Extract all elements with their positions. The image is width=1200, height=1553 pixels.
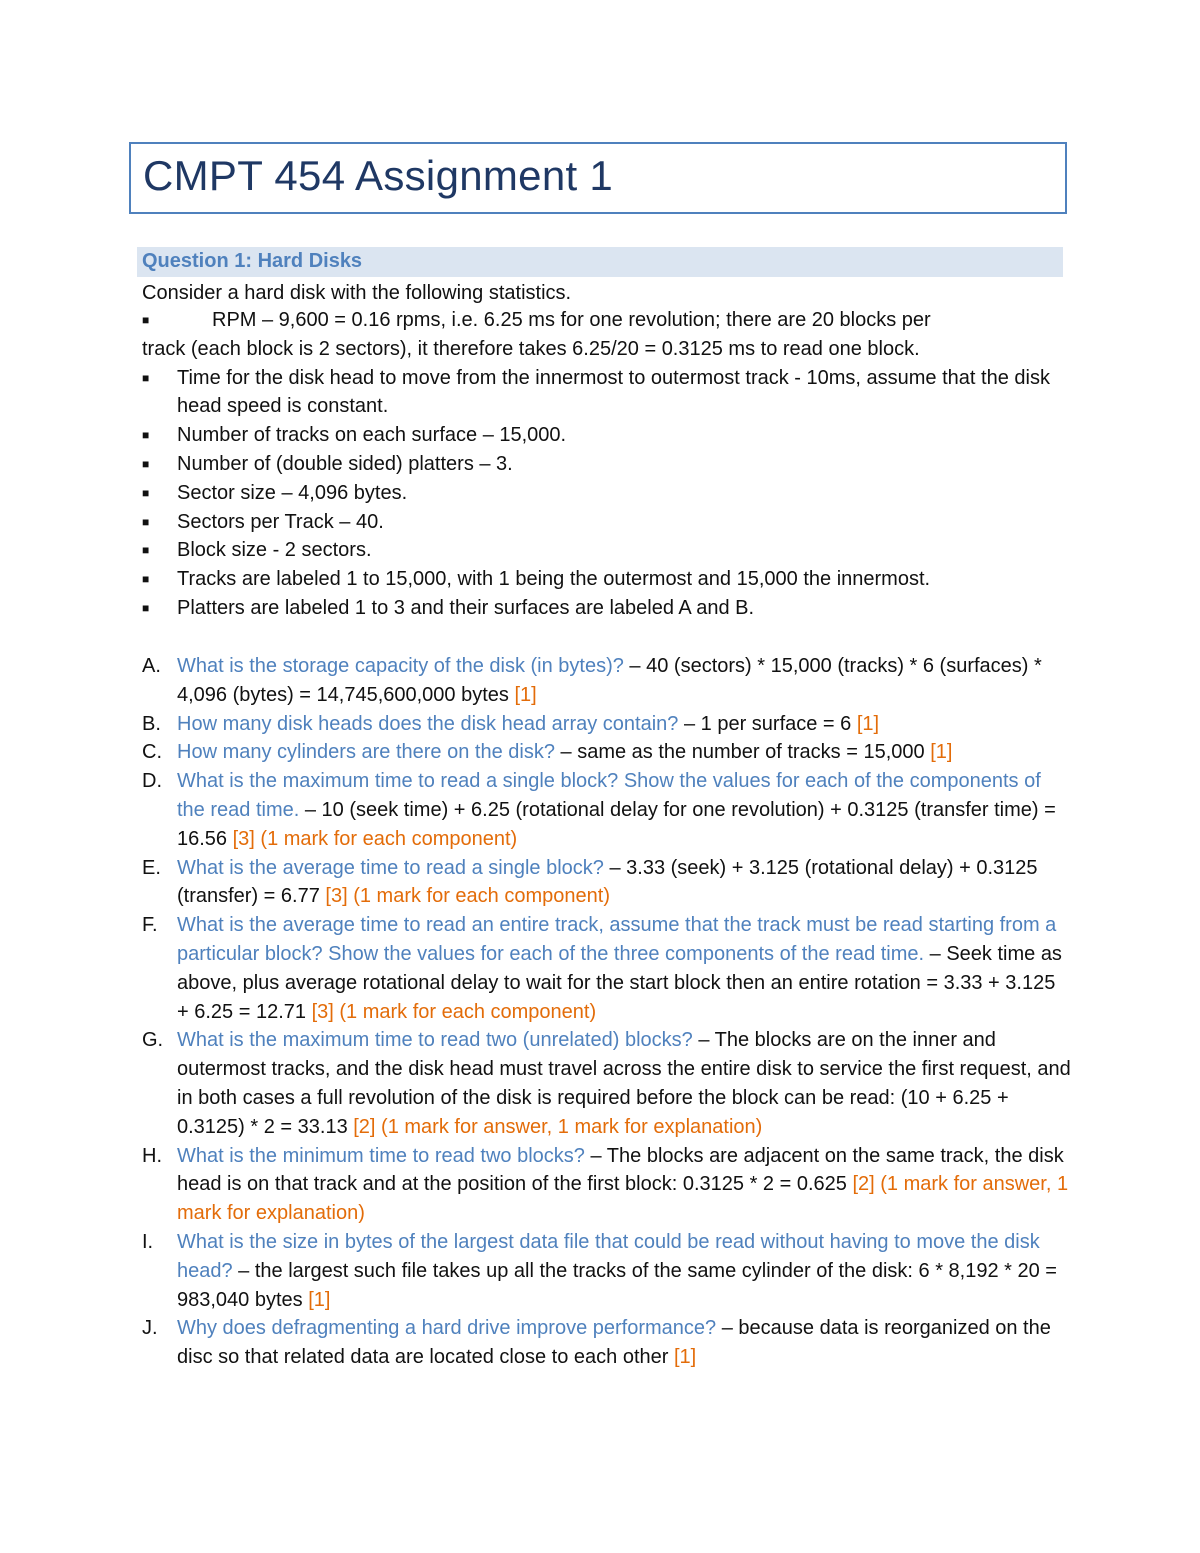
intro-text: Consider a hard disk with the following statistics. xyxy=(142,282,572,304)
stat-text: Sector size – 4,096 bytes. xyxy=(177,481,408,504)
answer-text: – 1 per surface = 6 xyxy=(678,712,857,735)
question-item xyxy=(142,854,1072,912)
bullet-icon: ■ xyxy=(142,485,150,500)
question-text: How many disk heads does the disk head array contain? xyxy=(177,712,679,735)
marks-text: [2] (1 mark for answer, 1 mark for explanation) xyxy=(177,1173,1069,1225)
question-item xyxy=(142,710,1072,739)
question-item xyxy=(142,1142,1072,1228)
question-letter: B. xyxy=(142,712,161,735)
marks-text: [3] (1 mark for each component) xyxy=(325,885,610,908)
marks-text: [1] xyxy=(673,1346,697,1369)
bullet-icon: ■ xyxy=(142,456,150,471)
answer-text: – same as the number of tracks = 15,000 xyxy=(554,741,931,764)
question-letter: D. xyxy=(142,770,162,793)
title-box xyxy=(129,142,1067,214)
question-letter: H. xyxy=(142,1144,162,1167)
question-letter: F. xyxy=(142,914,158,937)
marks-text: [1] xyxy=(514,683,537,706)
question-text: What is the storage capacity of the disk (in bytes)? xyxy=(177,655,624,677)
question-letter: A. xyxy=(142,655,161,677)
question-item xyxy=(142,652,1072,710)
question-letter: G. xyxy=(142,1029,164,1052)
stat-text: RPM – 9,600 = 0.16 rpms, i.e. 6.25 ms for one revolution; there are 20 blocks per xyxy=(212,309,931,331)
bullet-icon: ■ xyxy=(142,370,150,385)
stat-text: track (each block is 2 sectors), it therefore takes 6.25/20 = 0.3125 ms to read one block. xyxy=(142,337,920,360)
list-item xyxy=(142,479,1072,508)
marks-text: [1] xyxy=(930,741,953,764)
list-item xyxy=(142,508,1072,537)
answer-text: – 3.33 (seek) + 3.125 (rotational delay) + 0.3125 (transfer) = 6.77 xyxy=(177,856,1038,908)
question-text: What is the maximum time to read a single block? Show the values for each of the components of the read time. xyxy=(177,770,1041,821)
document-title: CMPT 454 Assignment 1 xyxy=(143,152,614,199)
marks-text: [3] (1 mark for each component) xyxy=(311,1000,597,1023)
marks-text: [1] xyxy=(856,712,880,735)
stat-text: Time for the disk head to move from the innermost to outermost track - 10ms, assume that the disk head speed is constant. xyxy=(177,366,1050,418)
stat-text: Number of (double sided) platters – 3. xyxy=(177,452,513,475)
question-heading: Question 1: Hard Disks xyxy=(137,247,1063,277)
bullet-icon: ■ xyxy=(142,600,150,615)
stat-text: Tracks are labeled 1 to 15,000, with 1 being the outermost and 15,000 the innermost. xyxy=(177,568,931,591)
answer-text: – 40 (sectors) * 15,000 (tracks) * 6 (surfaces) * 4,096 (bytes) = 14,745,600,000 bytes xyxy=(177,655,1042,706)
bullet-icon: ■ xyxy=(142,428,150,443)
question-letter: J. xyxy=(142,1317,158,1340)
question-text: Why does defragmenting a hard drive improve performance? xyxy=(177,1317,717,1340)
bullet-icon: ■ xyxy=(142,514,150,529)
list-item xyxy=(142,565,1072,594)
question-item xyxy=(142,911,1072,1026)
question-item xyxy=(142,767,1072,853)
question-item xyxy=(142,1026,1072,1141)
question-text: What is the maximum time to read two (unrelated) blocks? xyxy=(177,1029,693,1052)
stat-text: Platters are labeled 1 to 3 and their surfaces are labeled A and B. xyxy=(177,596,755,619)
question-text: What is the minimum time to read two blocks? xyxy=(177,1144,585,1167)
question-item xyxy=(142,738,1072,767)
questions-list xyxy=(142,652,1072,1372)
bullet-icon: ■ xyxy=(142,313,150,327)
answer-text: – The blocks are on the inner and outermost tracks, and the disk head must travel across the entire disk to service the first request, and in both cases a full revolution of the disk is required before the block can be read: (10 + 6.25 + 0.3125) * 2 = 33.13 xyxy=(177,1029,1071,1138)
answer-text: – the largest such file takes up all the tracks of the same cylinder of the disk: 6 * 8,192 * 20 = 983,040 bytes xyxy=(177,1259,1057,1311)
question-text: What is the size in bytes of the largest data file that could be read without having to move the disk head? xyxy=(177,1230,1040,1282)
stats-list xyxy=(142,306,1072,623)
marks-text: [2] (1 mark for answer, 1 mark for explanation) xyxy=(353,1115,763,1138)
stat-text: Block size - 2 sectors. xyxy=(177,539,372,562)
stat-text: Number of tracks on each surface – 15,000. xyxy=(177,424,567,447)
answer-text: – Seek time as above, plus average rotational delay to wait for the start block then an entire rotation = 3.33 + 3.125 + 6.25 = 12.71 xyxy=(177,942,1062,1023)
question-item xyxy=(142,1314,1072,1372)
question-item xyxy=(142,1228,1072,1314)
marks-text: [3] (1 mark for each component) xyxy=(232,827,518,850)
question-letter: E. xyxy=(142,856,161,879)
list-item xyxy=(142,421,1072,450)
list-item xyxy=(142,536,1072,565)
bullet-icon: ■ xyxy=(142,543,150,558)
question-text: How many cylinders are there on the disk? xyxy=(177,741,555,764)
question-text: What is the average time to read a single block? xyxy=(177,856,604,879)
list-item xyxy=(142,450,1072,479)
list-item xyxy=(142,306,1072,364)
question-letter: I. xyxy=(142,1230,154,1253)
answer-text: – The blocks are adjacent on the same track, the disk head is on that track and at the position of the first block: 0.3125 * 2 = 0.625 xyxy=(177,1144,1064,1196)
list-item xyxy=(142,594,1072,623)
marks-text: [1] xyxy=(308,1288,331,1311)
answer-text: – 10 (seek time) + 6.25 (rotational delay for one revolution) + 0.3125 (transfer time) = 16.56 xyxy=(177,798,1056,850)
list-item xyxy=(142,364,1072,422)
bullet-icon: ■ xyxy=(142,572,150,587)
question-letter: C. xyxy=(142,741,162,764)
answer-text: – because data is reorganized on the disc so that related data are located close to each other xyxy=(177,1317,1051,1369)
question-text: What is the average time to read an entire track, assume that the track must be read starting from a particular block? Show the values for each of the three components of the read time. xyxy=(177,914,1057,965)
stat-text: Sectors per Track – 40. xyxy=(177,510,384,533)
